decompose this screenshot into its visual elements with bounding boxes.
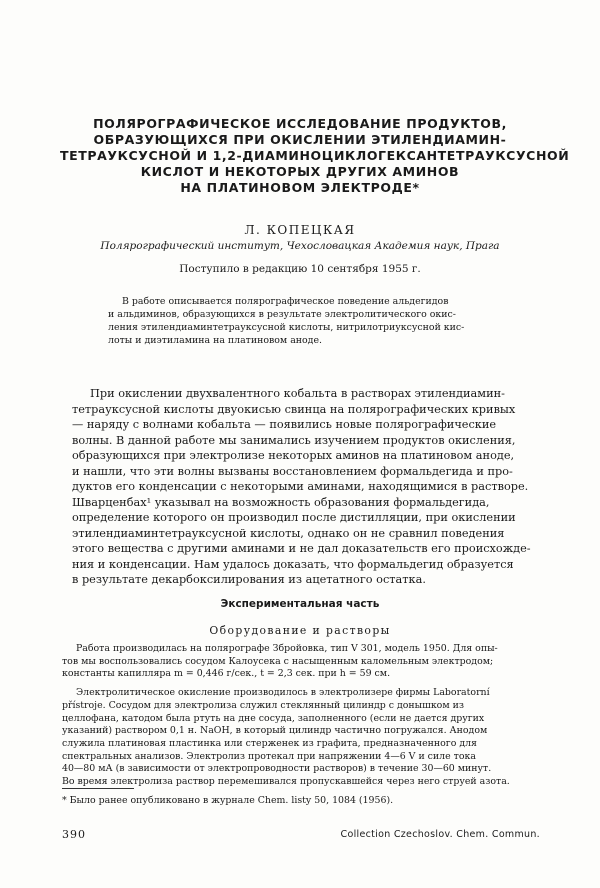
title-line: ОБРАЗУЮЩИХСЯ ПРИ ОКИСЛЕНИИ ЭТИЛЕНДИАМИН-: [93, 132, 507, 147]
body-line: ния и конденсации. Нам удалось доказать, что формальдегид образуется: [72, 557, 514, 571]
methods-line: přístroje. Сосудом для электролиза служил стеклянный цилиндр с донышком из: [62, 699, 464, 711]
methods-line: тов мы воспользовались сосудом Калоусека с насыщенным каломельным электродом;: [62, 655, 494, 667]
article-title: [60, 116, 570, 196]
body-line: Шварценбах¹ указывал на возможность образования формальдегида,: [72, 495, 490, 509]
footnote: * Было ранее опубликовано в журнале Chem. listy 50, 1084 (1956).: [62, 795, 394, 806]
body-line: образующихся при электролизе некоторых аминов на платиновом аноде,: [72, 449, 515, 462]
abstract-line: ления этилендиаминтетрауксусной кислоты, нитрилотриуксусной кис-: [108, 322, 465, 333]
journal-name: Collection Czechoslov. Chem. Commun.: [340, 829, 540, 840]
body-line: определение которого он производил после дистилляции, при окислении: [72, 511, 516, 524]
abstract: [108, 295, 500, 347]
methods-text: [62, 643, 542, 789]
abstract-line: лоты и диэтиламина на платиновом аноде.: [108, 335, 322, 346]
received-date: Поступило в редакцию 10 сентября 1955 г.: [179, 263, 421, 275]
methods-line: указаний) раствором 0,1 н. NaOH, в который цилиндр частично погружался. Анодом: [62, 725, 488, 737]
title-line: НА ПЛАТИНОВОМ ЭЛЕКТРОДЕ*: [180, 180, 420, 195]
methods-line: спектральных анализов. Электролиз протекал при напряжении 4—6 V и силе тока: [62, 750, 476, 762]
abstract-line: и альдиминов, образующихся в результате электролитического окис-: [108, 309, 456, 320]
title-line: ПОЛЯРОГРАФИЧЕСКОЕ ИССЛЕДОВАНИЕ ПРОДУКТОВ,: [93, 116, 507, 131]
methods-line: целлофана, катодом была ртуть на дне сосуда, заполненного (если не дается других: [62, 712, 485, 724]
methods-line: служила платиновая пластинка или стерженек из графита, предназначенного для: [62, 737, 477, 749]
title-line: ТЕТРАУКСУСНОЙ И 1,2-ДИАМИНОЦИКЛОГЕКСАНТЕТРАУКСУСНОЙ: [60, 148, 570, 163]
subsection-heading: Оборудование и растворы: [209, 624, 391, 637]
body-line: этого вещества с другими аминами и не дал доказательств его происхожде-: [72, 542, 531, 555]
body-line: — наряду с волнами кобальта — появились новые полярографические: [72, 418, 497, 431]
author-name: Л. КОПЕЦКАЯ: [244, 223, 356, 237]
author-affiliation: Полярографический институт, Чехословацкая Академия наук, Прага: [100, 240, 500, 252]
body-line: При окислении двухвалентного кобальта в растворах этилендиамин-: [90, 387, 505, 400]
methods-line: Во время электролиза раствор перемешивался пропускавшейся через него струей азота.: [62, 776, 510, 788]
body-line: и нашли, что эти волны вызваны восстановлением формальдегида и про-: [72, 464, 513, 478]
section-heading: Экспериментальная часть: [220, 598, 380, 610]
body-line: волны. В данной работе мы занимались изучением продуктов окисления,: [72, 433, 516, 447]
methods-line: Работа производилась на полярографе Збройовка, тип V 301, модель 1950. Для опы-: [76, 643, 498, 654]
methods-line: константы капилляра m = 0,446 г/сек., t = 2,3 сек. при h = 59 см.: [62, 668, 391, 680]
abstract-line: В работе описывается полярографическое поведение альдегидов: [122, 296, 449, 307]
title-line: КИСЛОТ И НЕКОТОРЫХ ДРУГИХ АМИНОВ: [140, 164, 460, 179]
body-line: тетрауксусной кислоты двуокисью свинца на полярографических кривых: [72, 402, 516, 416]
body-line: этилендиаминтетрауксусной кислоты, однако он не сравнил поведения: [72, 526, 505, 540]
body-line: дуктов его конденсации с некоторыми аминами, находящимися в растворе.: [72, 480, 529, 493]
methods-line: Электролитическое окисление производилось в электролизере фирмы Laboratorní: [76, 687, 490, 699]
body-line: в результате декарбоксилирования из ацетатного остатка.: [72, 573, 426, 586]
page-number: 390: [62, 828, 86, 841]
methods-line: 40—80 мА (в зависимости от электропроводности растворов) в течение 30—60 минут.: [62, 763, 492, 775]
introduction: [72, 386, 542, 588]
footnote-divider: [62, 788, 134, 789]
